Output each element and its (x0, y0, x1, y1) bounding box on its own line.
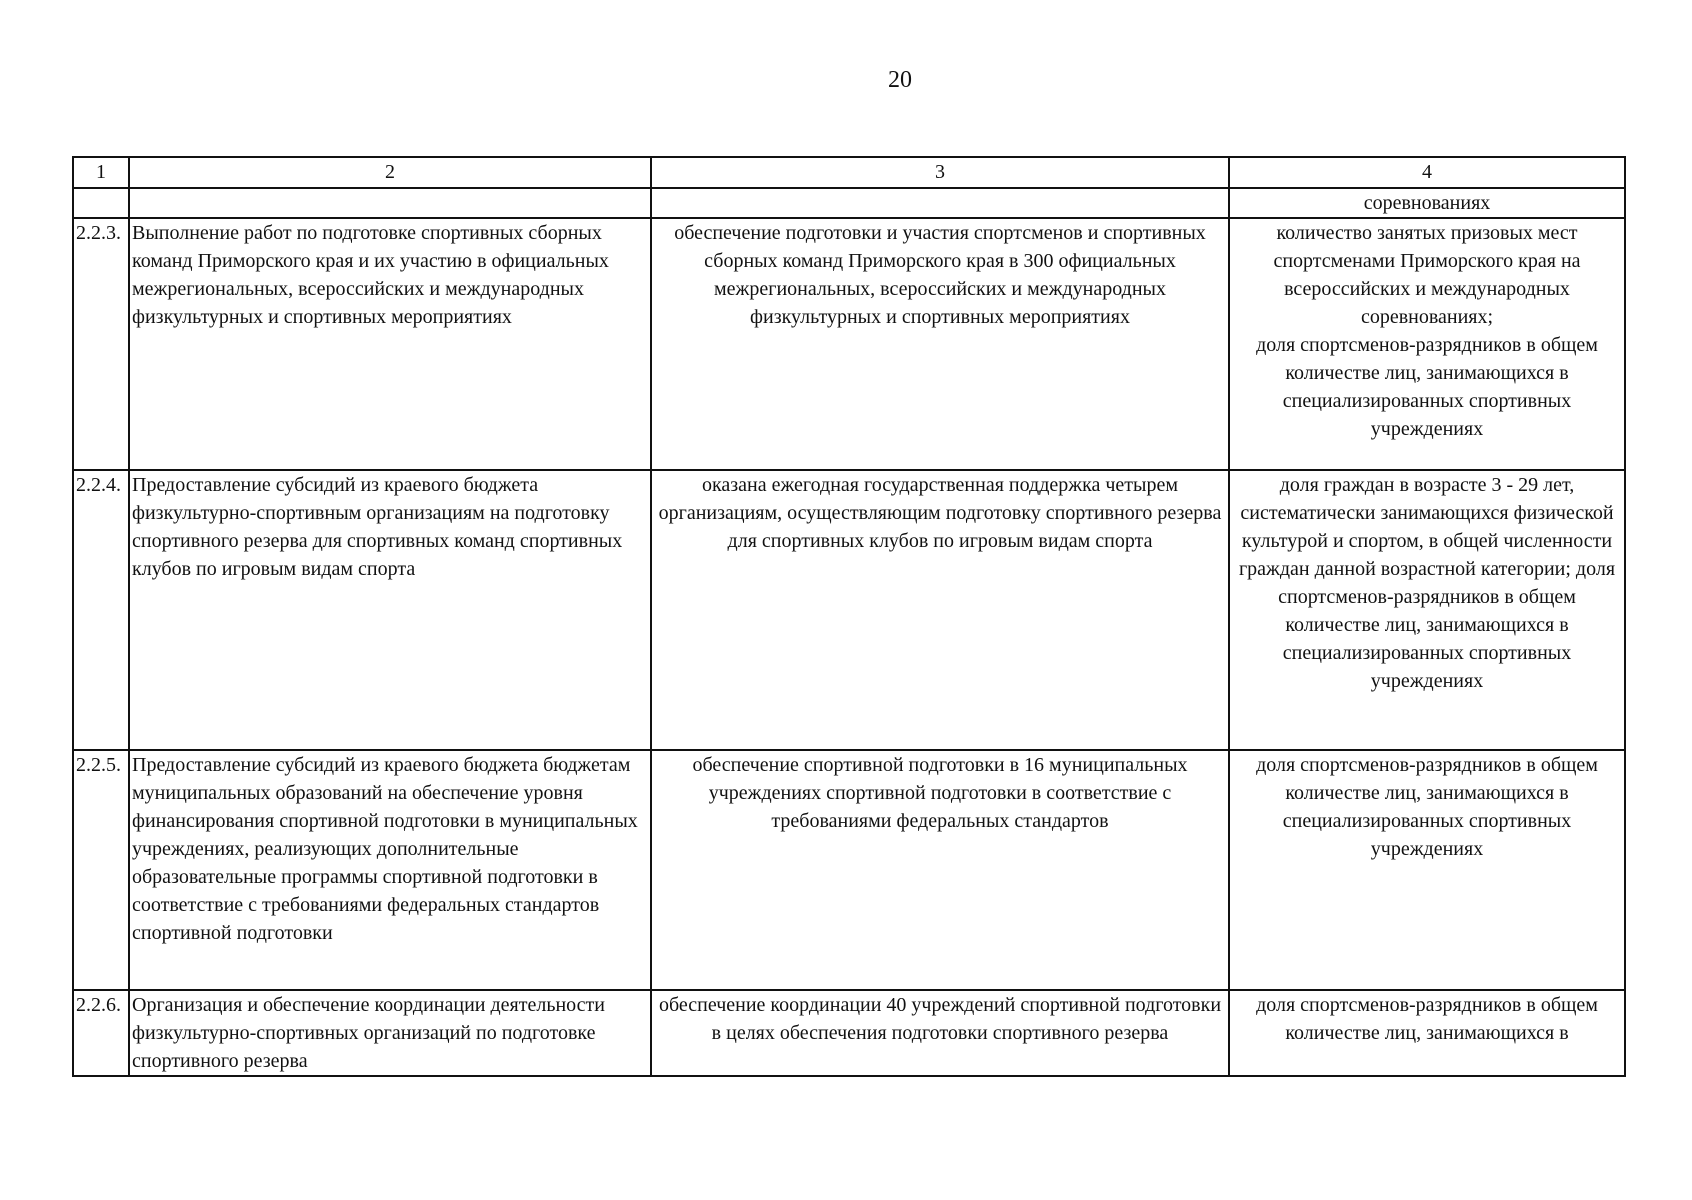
indicator-text: доля спортсменов-разрядников в общем количестве лиц, занимающихся в специализированных спортивных учреждениях (1256, 754, 1598, 860)
row-name: Предоставление субсидий из краевого бюджета бюджетам муниципальных образований на обеспечение уровня финансирования спортивной подготовки в муниципальных учреждениях, реализующих дополнительные образовательные программы спортивной подготовки в соответствие с требованиями федеральных стандартов спортивной подготовки (129, 750, 651, 990)
row-indicator (1229, 990, 1625, 1076)
indicator-text: количество занятых призовых мест спортсменами Приморского края на всероссийских и международных соревнованиях; (1273, 222, 1581, 328)
header-cell: 3 (651, 157, 1229, 188)
table-row (73, 470, 1625, 750)
row-indicator (1229, 750, 1625, 990)
row-result: оказана ежегодная государственная поддержка четырем организациям, осуществляющим подготовку спортивного резерва для спортивных клубов по игровым видам спорта (651, 470, 1229, 750)
row-result: обеспечение спортивной подготовки в 16 муниципальных учреждениях спортивной подготовки в соответствие с требованиями федеральных стандартов (651, 750, 1229, 990)
table-row-continuation (73, 188, 1625, 218)
row-name: Предоставление субсидий из краевого бюджета физкультурно-спортивным организациям на подготовку спортивного резерва для спортивных команд спортивных клубов по игровым видам спорта (129, 470, 651, 750)
table-row (73, 990, 1625, 1076)
header-cell: 1 (73, 157, 129, 188)
row-number: 2.2.4. (73, 470, 129, 750)
row-name: Выполнение работ по подготовке спортивных сборных команд Приморского края и их участию в официальных межрегиональных, всероссийских и международных физкультурных и спортивных мероприятиях (129, 218, 651, 470)
row-number: 2.2.3. (73, 218, 129, 470)
row-number: 2.2.6. (73, 990, 129, 1076)
row-number (73, 188, 129, 218)
row-name (129, 188, 651, 218)
indicator-text: доля спортсменов-разрядников в общем количестве лиц, занимающихся в специализированных спортивных учреждениях (1256, 334, 1598, 440)
table-header-row (73, 157, 1625, 188)
indicator-text: доля спортсменов-разрядников в общем количестве лиц, занимающихся в (1256, 994, 1598, 1044)
row-number: 2.2.5. (73, 750, 129, 990)
indicator-text: доля граждан в возрасте 3 - 29 лет, систематически занимающихся физической культурой и спортом, в общей численности граждан данной возрастной категории; доля спортсменов-разрядников в общем количестве лиц, занимающихся в специализированных спортивных учреждениях (1238, 474, 1616, 692)
row-name: Организация и обеспечение координации деятельности физкультурно-спортивных организаций по подготовке спортивного резерва (129, 990, 651, 1076)
row-indicator: соревнованиях (1229, 188, 1625, 218)
row-indicator (1229, 470, 1625, 750)
row-result: обеспечение подготовки и участия спортсменов и спортивных сборных команд Приморского края в 300 официальных межрегиональных, всероссийских и международных физкультурных и спортивных мероприятиях (651, 218, 1229, 470)
header-cell: 4 (1229, 157, 1625, 188)
row-result (651, 188, 1229, 218)
program-table (72, 156, 1626, 1077)
page-number: 20 (888, 67, 912, 93)
header-cell: 2 (129, 157, 651, 188)
table-row (73, 218, 1625, 470)
row-indicator (1229, 218, 1625, 470)
row-result: обеспечение координации 40 учреждений спортивной подготовки в целях обеспечения подготовки спортивного резерва (651, 990, 1229, 1076)
table-row (73, 750, 1625, 990)
